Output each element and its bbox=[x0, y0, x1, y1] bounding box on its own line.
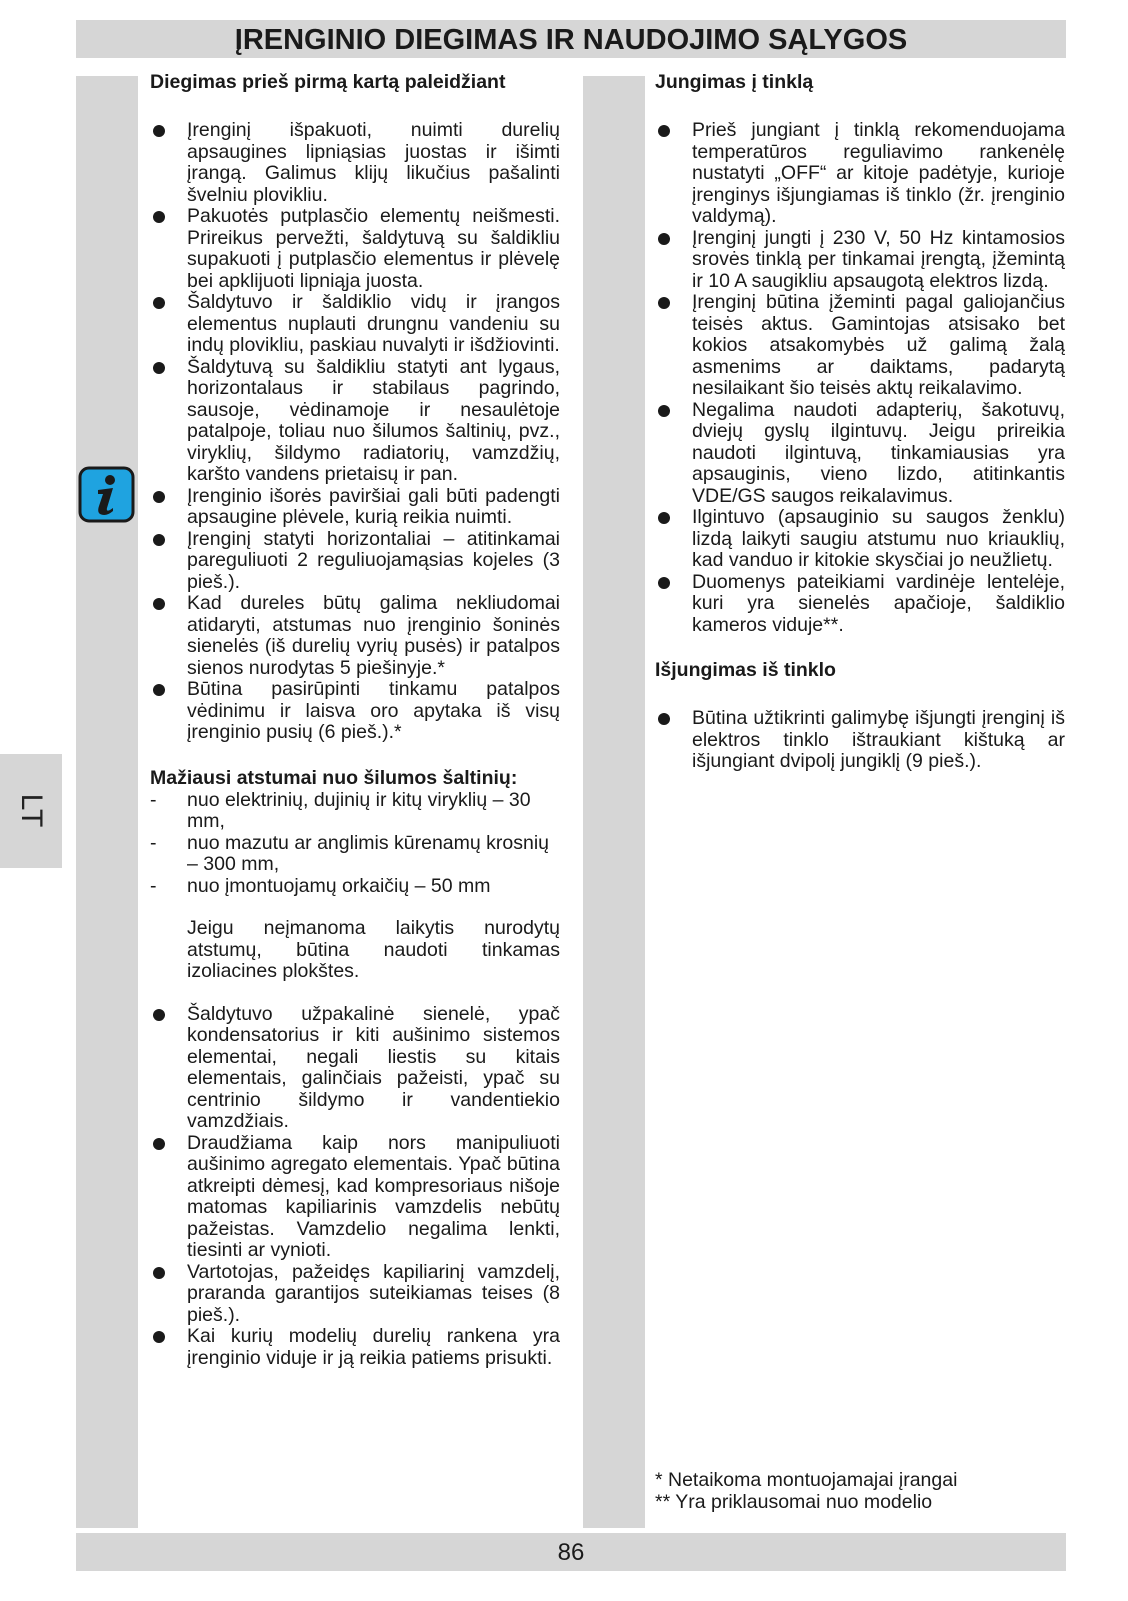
left-column-strip bbox=[76, 76, 138, 1528]
list-item: Įrenginį jungti į 230 V, 50 Hz kintamosios srovės tinklą per tinkamai įrengtą, įžemintą ir 10 A saugikliu apsaugotą elektros lizdą. bbox=[655, 228, 1065, 293]
language-tab bbox=[0, 754, 62, 868]
dash-list-item: - nuo elektrinių, dujinių ir kitų viryklių – 30 mm, bbox=[150, 790, 560, 833]
distances-note: Jeigu neįmanoma laikytis nurodytų atstumų, būtina naudoti tinkamas izoliacines plokštes. bbox=[187, 917, 560, 982]
page-title: ĮRENGINIO DIEGIMAS IR NAUDOJIMO SĄLYGOS bbox=[234, 24, 908, 56]
dash-list-item: - nuo mazutu ar anglimis kūrenamų krosnių – 300 mm, bbox=[150, 833, 560, 876]
list-item: Kai kurių modelių durelių rankena yra įrenginio viduje ir ją reikia patiems prisukti. bbox=[150, 1326, 560, 1369]
list-item: Šaldytuvą su šaldikliu statyti ant lygaus, horizontalaus ir stabilaus pagrindo, sausoje, vėdinamoje ir nesaulėtoje patalpoje, toliau nuo šilumos šaltinių, pvz., viryklių, šildymo radiatorių, vamzdžių, karšto vandens prietaisų ir pan. bbox=[150, 357, 560, 486]
footnote: ** Yra priklausomai nuo modelio bbox=[655, 1491, 933, 1513]
list-item: Įrenginį statyti horizontaliai – atitinkamai pareguliuoti 2 reguliuojamąsias kojeles (3 pieš.). bbox=[150, 529, 560, 594]
installation-list bbox=[150, 120, 560, 744]
section-title-installation: Diegimas prieš pirmą kartą paleidžiant bbox=[150, 71, 506, 93]
list-item: Prieš jungiant į tinklą rekomenduojama temperatūros reguliavimo rankenėlę nustatyti „OFF“ ar kitoje padėtyje, kurioje įrenginys išjungiamas iš tinklo (žr. įrenginio valdymą). bbox=[655, 120, 1065, 228]
list-item: Įrenginio išorės paviršiai gali būti padengti apsaugine plėvele, kurią reikia nuimti. bbox=[150, 486, 560, 529]
page-footer bbox=[76, 1533, 1066, 1571]
list-item: Pakuotės putplasčio elementų neišmesti. Prireikus pervežti, šaldytuvą su šaldikliu supakuoti į putplasčio elementus ir plėvelę bei apklijuoti lipniąja juosta. bbox=[150, 206, 560, 292]
footnote: * Netaikoma montuojamajai įrangai bbox=[655, 1469, 958, 1491]
list-item: Būtina užtikrinti galimybę išjungti įrenginį iš elektros tinklo ištraukiant kištuką ar išjungiant dvipolį jungiklį (9 pieš.). bbox=[655, 708, 1065, 773]
section-title-connection: Jungimas į tinklą bbox=[655, 71, 814, 93]
section-title-distances: Mažiausi atstumai nuo šilumos šaltinių: bbox=[150, 766, 518, 789]
list-item: Kad dureles būtų galima nekliudomai atidaryti, atstumas nuo įrenginio šoninės sienelės (iš durelių vyrių pusės) ir patalpos sienos nurodytas 5 piešinyje.* bbox=[150, 593, 560, 679]
list-item: Šaldytuvo užpakalinė sienelė, ypač kondensatorius ir kiti aušinimo sistemos elementai, negali liestis su kitais elementais, galinčiais pažeisti, ypač su centrinio šildymo ir vandentiekio vamzdžiais. bbox=[150, 1004, 560, 1133]
footnotes bbox=[655, 1469, 957, 1513]
list-item: Vartotojas, pažeidęs kapiliarinį vamzdelį, praranda garantijos suteikiamas teises (8 pieš.). bbox=[150, 1262, 560, 1327]
warnings-list bbox=[150, 1004, 560, 1370]
list-item: Duomenys pateikiami vardinėje lentelėje, kuri yra sienelės apačioje, šaldiklio kameros viduje**. bbox=[655, 572, 1065, 637]
list-item: Šaldytuvo ir šaldiklio vidų ir įrangos elementus nuplauti drungnu vandeniu su indų plovikliu, paskiau nuvalyti ir išdžiovinti. bbox=[150, 292, 560, 357]
right-column-strip bbox=[583, 76, 645, 1528]
list-item: Negalima naudoti adapterių, šakotuvų, dviejų gyslų ilgintuvų. Jeigu prireikia naudoti ilgintuvą, tinkamiausias yra apsauginis, vieno lizdo, atitinkantis VDE/GS saugos reikalavimus. bbox=[655, 400, 1065, 508]
connection-list bbox=[655, 120, 1065, 636]
info-icon bbox=[78, 466, 135, 523]
page-header bbox=[76, 20, 1066, 58]
language-tab-label: LT bbox=[15, 793, 48, 829]
list-item: Įrenginį išpakuoti, nuimti durelių apsaugines lipniąsias juostas ir išimti įrangą. Galimus klijų likučius pašalinti švelniu plovikliu. bbox=[150, 120, 560, 206]
disconnection-list bbox=[655, 708, 1065, 773]
right-column bbox=[655, 70, 1065, 773]
list-item: Ilgintuvo (apsauginio su saugos ženklu) lizdą laikyti saugiu atstumu nuo kriauklių, kad vanduo ir kitokie skysčiai jo neužlietų. bbox=[655, 507, 1065, 572]
section-title-disconnection: Išjungimas iš tinklo bbox=[655, 659, 836, 681]
list-item: Draudžiama kaip nors manipuliuoti aušinimo agregato elementais. Ypač būtina atkreipti dėmesį, kad kompresoriaus nišoje matomas kapiliarinis vamzdelis nebūtų pažeistas. Vamzdelio negalima lenkti, tiesinti ar vynioti. bbox=[150, 1133, 560, 1262]
list-item: Įrenginį būtina įžeminti pagal galiojančius teisės aktus. Gamintojas atsisako bet kokios atsakomybės už galimą žalą asmenims ar daiktams, padarytą nesilaikant šio teisės aktų reikalavimo. bbox=[655, 292, 1065, 400]
list-item: Būtina pasirūpinti tinkamu patalpos vėdinimu ir laisva oro apytaka iš visų įrenginio pusių (6 pieš.).* bbox=[150, 679, 560, 744]
left-column bbox=[150, 70, 560, 1369]
dash-list-item: - nuo įmontuojamų orkaičių – 50 mm bbox=[150, 876, 560, 898]
page-number: 86 bbox=[557, 1539, 585, 1566]
distances-list bbox=[150, 790, 560, 898]
